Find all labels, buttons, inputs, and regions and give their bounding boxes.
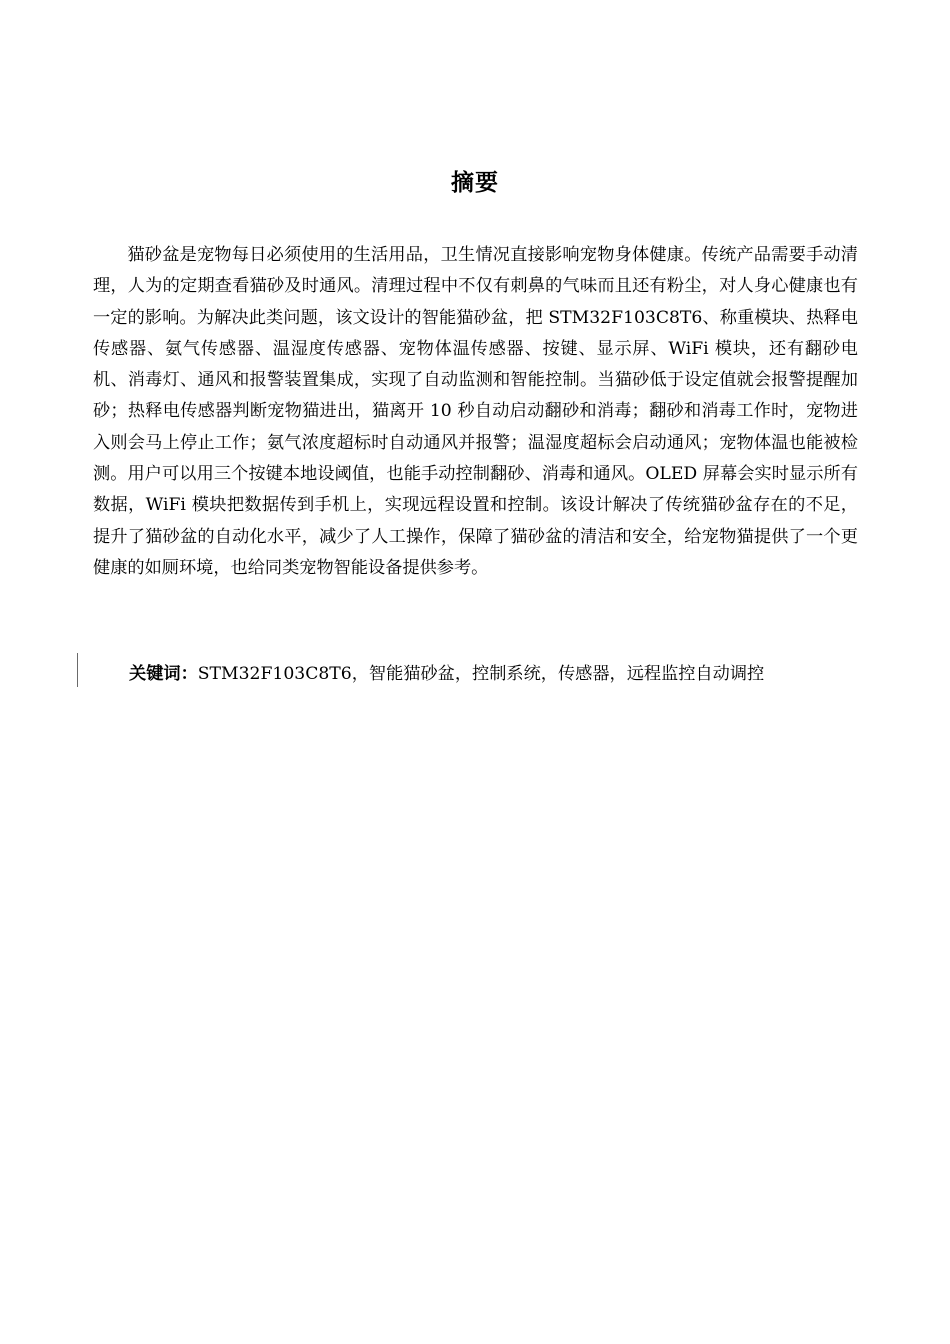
abstract-heading: 摘要 [451,170,499,196]
keywords-line [129,660,764,688]
abstract-body: 猫砂盆是宠物每日必须使用的生活用品，卫生情况直接影响宠物身体健康。传统产品需要手动清理，人为的定期查看猫砂及时通风。清理过程中不仅有刺鼻的气味而且还有粉尘，对人身心健康也有一定的影响。为解决此类问题，该文设计的智能猫砂盆，把 STM32F103C8T6、称重模块、热释电传感器、氨气传感器、温湿度传感器、宠物体温传感器、按键、显示屏、WiFi 模块，还有翻砂电机、消毒灯、通风和报警装置集成，实现了自动监测和智能控制。当猫砂低于设定值就会报警提醒加砂；热释电传感器判断宠物猫进出，猫离开 10 秒自动启动翻砂和消毒；翻砂和消毒工作时，宠物进入则会马上停止工作；氨气浓度超标时自动通风并报警；温湿度超标会启动通风；宠物体温也能被检测。用户可以用三个按键本地设阈值，也能手动控制翻砂、消毒和通风。OLED 屏幕会实时显示所有数据，WiFi 模块把数据传到手机上，实现远程设置和控制。该设计解决了传统猫砂盆存在的不足，提升了猫砂盆的自动化水平，减少了人工操作，保障了猫砂盆的清洁和安全，给宠物猫提供了一个更健康的如厕环境，也给同类宠物智能设备提供参考。 [93,245,858,578]
margin-change-bar [77,653,78,687]
keywords-label: 关键词： [129,664,198,684]
keywords-value: STM32F103C8T6，智能猫砂盆，控制系统，传感器，远程监控自动调控 [197,664,765,684]
